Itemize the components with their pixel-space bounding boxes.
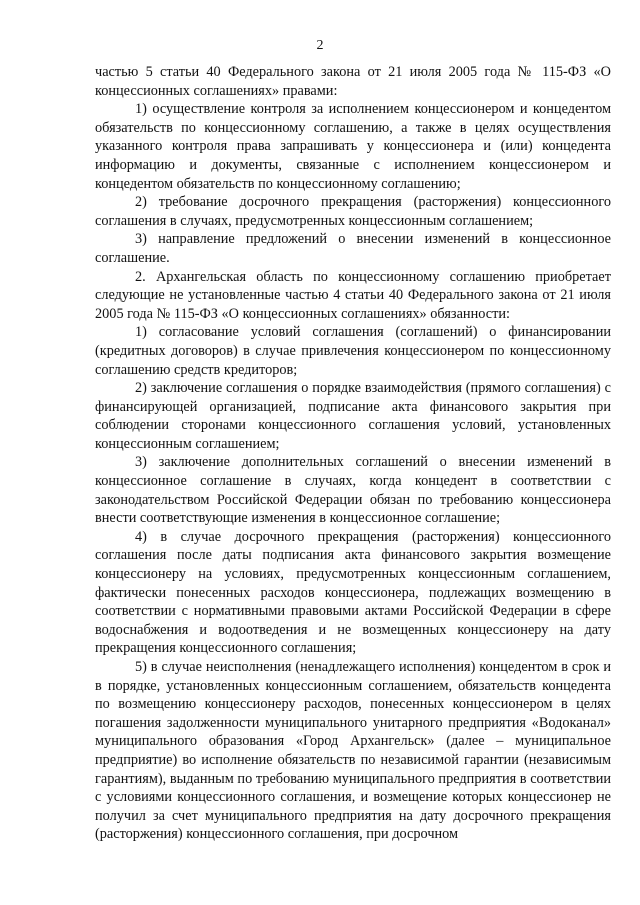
paragraph-obligation-1: 1) согласование условий соглашения (соглашений) о финансировании (кредитных договоров) в случае привлечения концессионером по концессионному соглашению средств кредиторов; — [95, 324, 611, 378]
paragraph-item-1-control: 1) осуществление контроля за исполнением концессионером и концедентом обязательств по концессионному соглашению, а также в целях осуществления указанного контроля права запрашивать у концессионера и (или) концедента информацию и документы, связанные с исполнением концессионером и концедентом обязательств по концессионному соглашению; — [95, 101, 611, 192]
page-number: 2 — [316, 38, 324, 53]
paragraph-intro: частью 5 статьи 40 Федерального закона от 21 июля 2005 года № 115-ФЗ «О концессионных соглашениях» правами: — [95, 64, 611, 99]
paragraph-item-3-amendment-proposals: 3) направление предложений о внесении изменений в концессионное соглашение. — [95, 231, 611, 266]
paragraph-obligation-4: 4) в случае досрочного прекращения (расторжения) концессионного соглашения после даты подписания акта финансового закрытия возмещение концессионеру на условиях, предусмотренных концессионным соглашением, фактически понесенных расходов концессионера, подлежащих возмещению в соответствии с нормативными правовыми актами Российской Федерации в сфере водоснабжения и водоотведения и не возмещенных концессионеру на дату прекращения концессионного соглашения; — [95, 528, 611, 657]
document-body — [95, 63, 611, 844]
paragraph-obligation-2: 2) заключение соглашения о порядке взаимодействия (прямого соглашения) с финансирующей организацией, подписание акта финансового закрытия при соблюдении сторонами концессионного соглашения условий, установленных концессионным соглашением; — [95, 380, 611, 452]
paragraph-item-2-termination-demand: 2) требование досрочного прекращения (расторжения) концессионного соглашения в случаях, предусмотренных концессионным соглашением; — [95, 194, 611, 229]
paragraph-section-2: 2. Архангельская область по концессионному соглашению приобретает следующие не установленные частью 4 статьи 40 Федерального закона от 21 июля 2005 года № 115-ФЗ «О концессионных соглашениях» обязанности: — [95, 268, 611, 322]
paragraph-obligation-5: 5) в случае неисполнения (ненадлежащего исполнения) концедентом в срок и в порядке, установленных концессионным соглашением, обязательств концедента по возмещению концессионеру расходов, понесенных концессионером в целях погашения задолженности муниципального унитарного предприятия «Водоканал» муниципального образования «Город Архангельск» (далее – муниципальное предприятие) во исполнение обязательств по независимой гарантии (независимым гарантиям), выданным по требованию муниципального предприятия в соответствии с условиями концессионного соглашения, и возмещение которых концессионер не получил за счет муниципального предприятия на дату досрочного прекращения (расторжения) концессионного соглашения, при досрочном — [95, 659, 611, 843]
paragraph-obligation-3: 3) заключение дополнительных соглашений о внесении изменений в концессионное соглашение в случаях, когда концедент в соответствии с законодательством Российской Федерации обязан по требованию концессионера внести соответствующие изменения в концессионное соглашение; — [95, 454, 611, 527]
